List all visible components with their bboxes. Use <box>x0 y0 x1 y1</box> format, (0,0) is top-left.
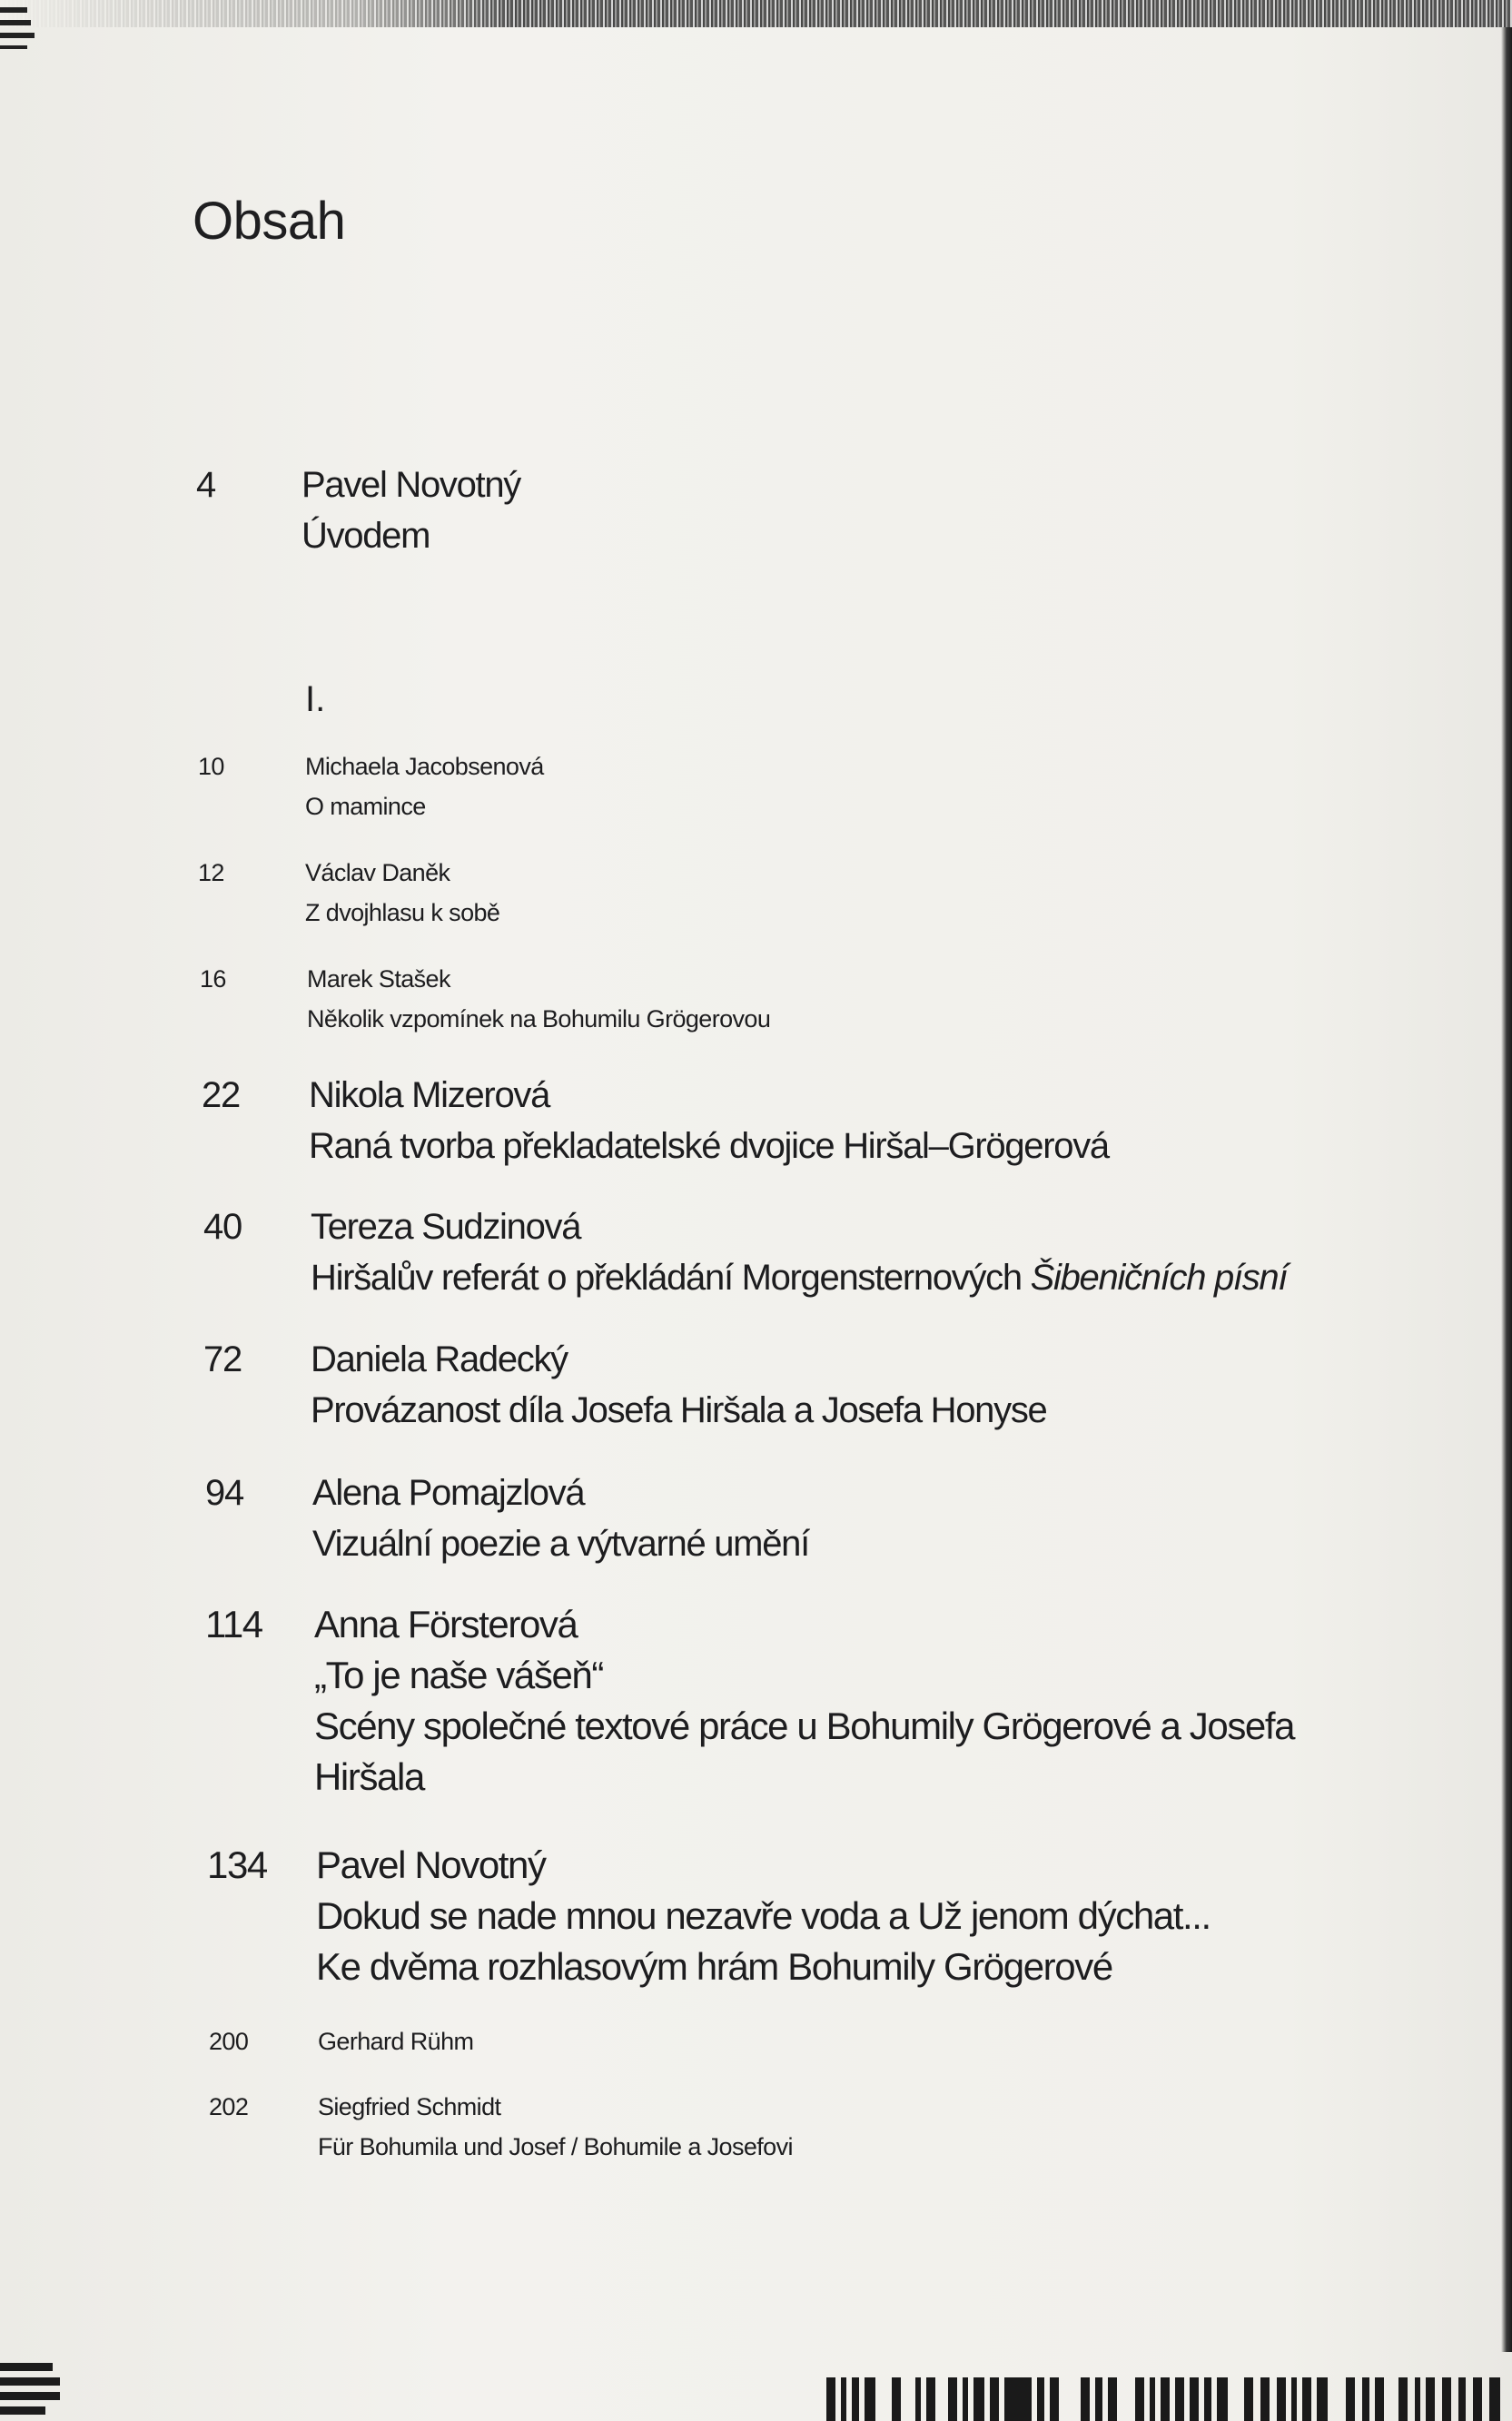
toc-author: Siegfried Schmidt <box>318 2093 501 2120</box>
toc-page-number: 94 <box>205 1473 243 1513</box>
toc-author: Pavel Novotný <box>301 465 521 505</box>
toc-title: Úvodem <box>301 516 430 556</box>
toc-title: Z dvojhlasu k sobě <box>305 899 500 926</box>
toc-author: Anna Försterová <box>314 1603 578 1645</box>
toc-author: Alena Pomajzlová <box>312 1473 585 1513</box>
toc-author: Václav Daněk <box>305 859 450 886</box>
toc-page-number: 12 <box>198 859 224 886</box>
toc-title-italic: Šibeničních písní <box>1030 1258 1288 1298</box>
toc-author: Gerhard Rühm <box>318 2028 474 2055</box>
toc-title <box>311 1252 1287 1303</box>
toc-page-number: 40 <box>203 1207 242 1247</box>
toc-author: Nikola Mizerová <box>309 1075 550 1115</box>
toc-author: Pavel Novotný <box>316 1843 546 1886</box>
toc-page-number: 16 <box>200 965 226 993</box>
section-marker: I. <box>305 679 326 719</box>
toc-author: Marek Stašek <box>307 965 450 993</box>
toc-page-number: 22 <box>202 1075 240 1115</box>
toc-author: Michaela Jacobsenová <box>305 753 544 780</box>
toc-page-number: 10 <box>198 753 224 780</box>
toc-title: Dokud se nade mnou nezavře voda a Už jenom dýchat... <box>316 1894 1211 1937</box>
registration-mark-bottom <box>0 2361 64 2421</box>
toc-title: Scény společné textové práce u Bohumily Grögerové a Josefa <box>314 1705 1295 1747</box>
toc-page-number: 72 <box>203 1339 242 1379</box>
toc-title: Provázanost díla Josefa Hiršala a Josefa Honyse <box>311 1390 1047 1430</box>
toc-page-number: 200 <box>209 2028 249 2055</box>
toc-page-number: 202 <box>209 2093 249 2120</box>
toc-title: Hiršala <box>314 1755 424 1798</box>
toc-title: „To je naše vášeň“ <box>314 1654 603 1696</box>
scan-barcode <box>826 2377 1512 2421</box>
toc-author: Tereza Sudzinová <box>311 1207 581 1247</box>
registration-mark-top <box>0 0 35 56</box>
scan-edge-fade <box>0 0 509 27</box>
toc-page-number: 4 <box>196 465 215 505</box>
toc-title: Ke dvěma rozhlasovým hrám Bohumily Grögerové <box>316 1945 1112 1988</box>
toc-title: Raná tvorba překladatelské dvojice Hiršal–Grögerová <box>309 1126 1109 1166</box>
page-title: Obsah <box>193 192 346 251</box>
toc-title: Vizuální poezie a výtvarné umění <box>312 1524 809 1564</box>
toc-title-text: Hiršalův referát o překládání Morgensternových <box>311 1258 1031 1298</box>
toc-page-number: 114 <box>205 1603 262 1645</box>
toc-title: O mamince <box>305 793 426 820</box>
scan-edge-right <box>1501 27 1512 2352</box>
toc-title: Několik vzpomínek na Bohumilu Grögerovou <box>307 1005 771 1033</box>
toc-page-number: 134 <box>207 1843 267 1886</box>
toc-title: Für Bohumila und Josef / Bohumile a Josefovi <box>318 2133 793 2160</box>
toc-author: Daniela Radecký <box>311 1339 568 1379</box>
